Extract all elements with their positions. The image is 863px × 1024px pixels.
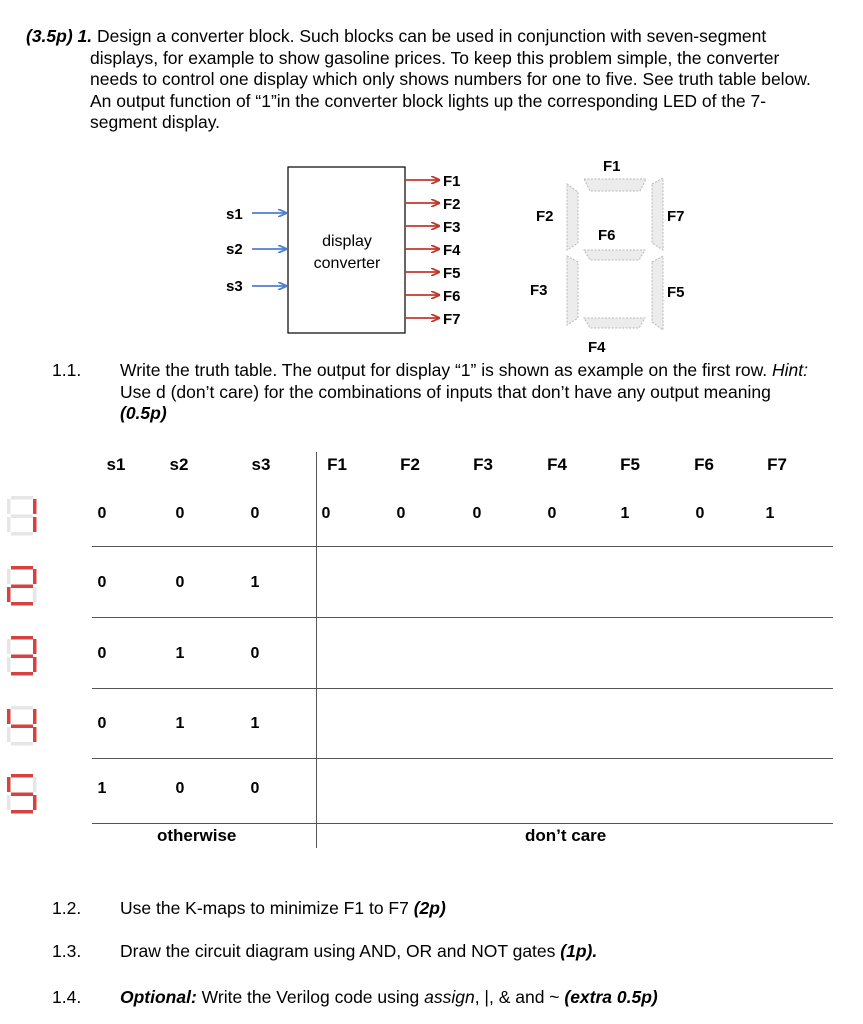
row2-s2: 0 [175, 574, 185, 591]
digit-segment [11, 655, 33, 659]
header-f4: F4 [547, 455, 567, 474]
digit-segment [7, 569, 11, 584]
row1-f5: 1 [620, 505, 630, 522]
row1-f4: 0 [547, 505, 557, 522]
row-separator [92, 617, 833, 618]
seven-segment-display [567, 178, 663, 330]
converter-diagram [0, 150, 863, 360]
dont-care-label: don’t care [525, 826, 607, 845]
item-points: (2p) [413, 898, 446, 918]
digit-segment [33, 517, 37, 532]
row1-f3: 0 [472, 505, 482, 522]
question-text: Design a converter block. Such blocks can be used in conjunction with seven-segment displays, for example to show gasoline prices. To keep this problem simple, the converter needs to control one display which only shows numbers for one to five. See truth table below. An output function of “1”in the converter block lights up the corresponding LED of the 7-segment display. [90, 26, 811, 132]
digit-segment [33, 727, 37, 742]
segment-f7 [652, 178, 663, 250]
output-label-f2: F2 [443, 196, 461, 213]
digit-segment [11, 585, 33, 589]
segment-label-f5: F5 [667, 284, 685, 301]
digit-segment [7, 499, 11, 514]
segment-label-f6: F6 [598, 227, 616, 244]
digit-segment [7, 639, 11, 654]
row1-f7: 1 [765, 505, 775, 522]
row2-s1: 0 [97, 574, 107, 591]
digit-2-icon [7, 566, 37, 606]
row1-s1: 0 [97, 505, 107, 522]
digit-segment [11, 706, 33, 710]
row4-s1: 0 [97, 715, 107, 732]
output-label-f7: F7 [443, 311, 461, 328]
segment-label-f7: F7 [667, 208, 685, 225]
segment-f3 [567, 256, 578, 325]
row4-s3: 1 [250, 715, 260, 732]
row5-s2: 0 [175, 780, 185, 797]
row3-s1: 0 [97, 645, 107, 662]
item-number: 1.4. [52, 987, 82, 1007]
digit-segment [11, 774, 33, 778]
row3-s2: 1 [175, 645, 185, 662]
digit-segment [7, 795, 11, 810]
input-label-s2: s2 [226, 241, 243, 258]
row1-s3: 0 [250, 505, 260, 522]
output-label-f5: F5 [443, 265, 461, 282]
digit-segment [33, 657, 37, 672]
item-text-cont: Use d (don’t care) for the combinations of inputs that don’t have any output meaning [120, 381, 771, 402]
digit-segment [7, 517, 11, 532]
item-points: (1p). [560, 941, 598, 961]
digit-segment [11, 515, 33, 519]
segment-f4 [584, 318, 645, 328]
item-text: Use the K-maps to minimize F1 to F7 [120, 898, 414, 918]
digit-segment [11, 532, 33, 536]
digit-1-icon [7, 496, 37, 536]
question-intro [26, 26, 826, 134]
item-text: Write the Verilog code using [196, 987, 425, 1007]
digit-segment [33, 569, 37, 584]
otherwise-label: otherwise [157, 826, 237, 845]
header-f3: F3 [473, 455, 493, 474]
row-separator [92, 688, 833, 689]
row4-s2: 1 [175, 715, 185, 732]
digit-segment [33, 709, 37, 724]
row1-f6: 0 [695, 505, 705, 522]
item-points: (extra 0.5p) [564, 987, 658, 1007]
segment-label-f1: F1 [603, 158, 621, 175]
row-separator [92, 823, 833, 824]
item-text-cont: , |, & and ~ [474, 987, 565, 1007]
converter-block [288, 167, 405, 333]
digit-segment [33, 795, 37, 810]
output-label-f6: F6 [443, 288, 461, 305]
row5-s1: 1 [97, 780, 107, 797]
row-separator [92, 758, 833, 759]
input-label-s1: s1 [226, 206, 243, 223]
digit-icons [0, 495, 60, 835]
segment-f2 [567, 184, 578, 250]
digit-5-icon [7, 774, 37, 814]
question-label: (3.5p) 1. [26, 26, 93, 46]
row5-s3: 0 [250, 780, 260, 797]
digit-3-icon [7, 636, 37, 676]
digit-segment [7, 727, 11, 742]
digit-segment [11, 810, 33, 814]
output-arrows [405, 180, 439, 318]
item-number: 1.1. [52, 360, 82, 380]
header-s3: s3 [251, 455, 271, 474]
row2-s3: 1 [250, 574, 260, 591]
row1-f1: 0 [321, 505, 331, 522]
header-s1: s1 [106, 455, 126, 474]
digit-segment [7, 587, 11, 602]
output-label-f4: F4 [443, 242, 461, 259]
digit-segment [11, 602, 33, 606]
segment-f5 [652, 256, 663, 330]
digit-segment [11, 672, 33, 676]
segment-label-f4: F4 [588, 339, 606, 356]
output-label-f3: F3 [443, 219, 461, 236]
header-f1: F1 [327, 455, 347, 474]
item-1-2 [52, 898, 832, 922]
header-f5: F5 [620, 455, 640, 474]
digit-segment [33, 499, 37, 514]
item-text: Write the truth table. The output for display “1” is shown as example on the first row. [120, 360, 773, 380]
item-term: assign [424, 987, 475, 1007]
digit-segment [11, 742, 33, 746]
hint-label: Hint: [772, 360, 809, 380]
header-s2: s2 [169, 455, 189, 474]
block-label-line1: display [322, 233, 372, 250]
optional-label: Optional: [120, 987, 197, 1007]
item-number: 1.3. [52, 941, 82, 961]
item-1-4 [52, 987, 832, 1011]
digit-segment [11, 725, 33, 729]
segment-label-f2: F2 [536, 208, 554, 225]
row3-s3: 0 [250, 645, 260, 662]
header-f6: F6 [694, 455, 714, 474]
digit-segment [11, 496, 33, 500]
output-label-f1: F1 [443, 173, 461, 190]
item-points: (0.5p) [120, 403, 167, 423]
header-f7: F7 [767, 455, 787, 474]
digit-segment [33, 587, 37, 602]
digit-segment [33, 777, 37, 792]
digit-segment [11, 793, 33, 797]
segment-f1 [584, 179, 646, 191]
item-text: Draw the circuit diagram using AND, OR and NOT gates [120, 941, 561, 961]
item-1-3 [52, 941, 832, 965]
input-label-s3: s3 [226, 278, 243, 295]
row1-f2: 0 [396, 505, 406, 522]
digit-segment [7, 657, 11, 672]
digit-segment [11, 636, 33, 640]
digit-segment [7, 777, 11, 792]
block-label-line2: converter [313, 255, 381, 272]
row1-s2: 0 [175, 505, 185, 522]
digit-4-icon [7, 706, 37, 746]
header-f2: F2 [400, 455, 420, 474]
row-separator [92, 546, 833, 547]
digit-segment [33, 639, 37, 654]
item-number: 1.2. [52, 898, 82, 918]
segment-label-f3: F3 [530, 282, 548, 299]
segment-f6 [584, 250, 645, 260]
digit-segment [7, 709, 11, 724]
digit-segment [11, 566, 33, 570]
item-1-1 [52, 360, 832, 430]
